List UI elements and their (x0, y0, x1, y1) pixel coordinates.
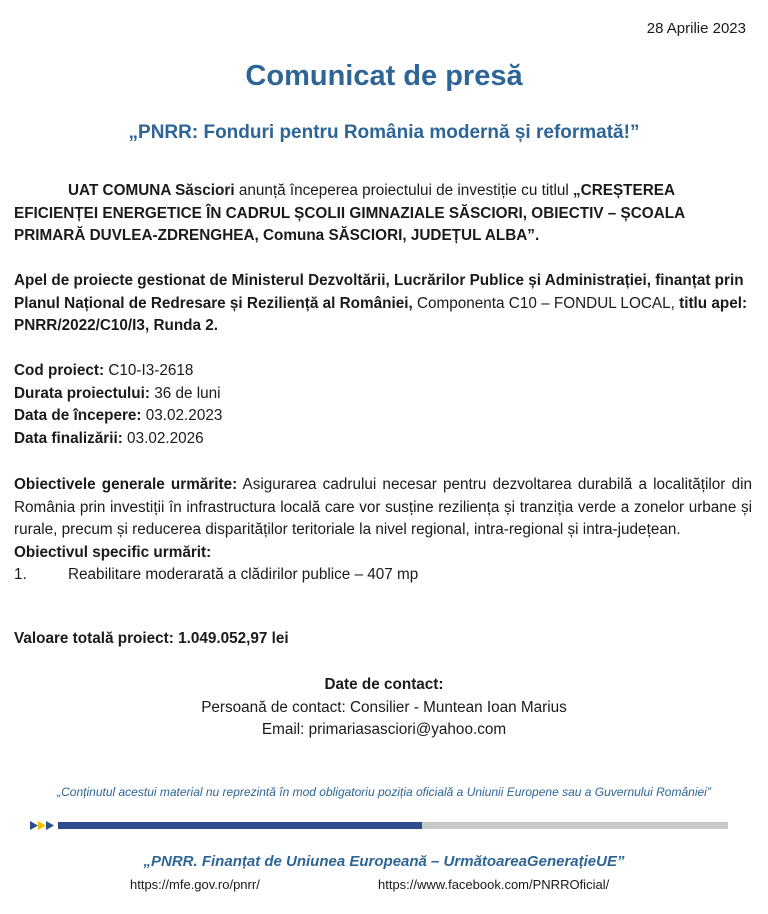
detail-value: 03.02.2023 (141, 407, 223, 424)
detail-label: Data de începere: (14, 407, 142, 424)
detail-row (14, 405, 752, 428)
detail-label: Data finalizării: (14, 429, 123, 447)
project-details (14, 360, 752, 450)
call-normal: Componenta C10 – FONDUL LOCAL, (412, 294, 680, 312)
total-value (14, 628, 752, 651)
objectives-section (14, 474, 752, 587)
detail-value: 36 de luni (149, 384, 221, 402)
contact-heading: Date de contact: (324, 676, 444, 693)
contact-section (0, 674, 768, 742)
list-number: 1. (14, 566, 27, 583)
page-title: Comunicat de presă (245, 60, 523, 92)
general-objectives-label: Obiectivele generale urmărite: (14, 476, 238, 493)
contact-email: Email: primariasasciori@yahoo.com (261, 721, 507, 738)
intro-text: anunță începerea proiectului de investiție cu titlul (234, 182, 574, 199)
footer-divider-bar (30, 822, 728, 829)
facebook-link[interactable]: https://www.facebook.com/PNRROficial/ (378, 877, 610, 892)
list-text: Reabilitare moderarată a clădirilor publice – 407 mp (68, 566, 419, 583)
call-bold: Apel de proiecte gestionat de Ministerul Dezvoltării, Lucrărilor Publice și Administrației, finanțat prin Planul Național de Redresare și Reziliență al României, (14, 272, 744, 312)
detail-value: C10-I3-2618 (104, 362, 194, 379)
detail-label: Durata proiectului: (14, 384, 150, 402)
call-title: titlu apel: PNRR/2022/C10/I3, Runda 2. (14, 294, 748, 334)
document-date: 28 Aprilie 2023 (646, 20, 746, 37)
light-bar-segment (422, 822, 728, 829)
call-paragraph (14, 270, 752, 338)
detail-row (14, 360, 752, 383)
detail-row (14, 428, 752, 451)
detail-value: 03.02.2026 (122, 429, 204, 447)
mfe-link[interactable]: https://mfe.gov.ro/pnrr/ (130, 877, 260, 892)
list-item (14, 564, 752, 587)
specific-objective-heading: Obiectivul specific urmărit: (14, 543, 212, 561)
specific-objective-label (14, 542, 752, 565)
entity-name: UAT COMUNA Săsciori (68, 182, 235, 199)
detail-label: Cod proiect: (14, 362, 105, 379)
project-title: „CREȘTEREA EFICIENȚEI ENERGETICE ÎN CADRUL ȘCOLII GIMNAZIALE SĂSCIORI, OBIECTIV – ȘCOALA PRIMARĂ DUVLEA-ZDRENGHEA, Comuna SĂSCIORI, JUDEȚUL ALBA”. (14, 182, 685, 244)
total-value-label: Valoare totală proiect: 1.049.052,97 lei (14, 630, 289, 647)
arrow-icon (30, 821, 58, 830)
detail-row (14, 383, 752, 406)
contact-person: Persoană de contact: Consilier - Muntean Ioan Marius (201, 698, 567, 716)
intro-paragraph (14, 180, 752, 248)
disclaimer: „Conținutul acestui material nu reprezintă în mod obligatoriu poziția oficială a Uniunii Europene sau a Guvernului României” (57, 785, 711, 799)
general-objectives-text: Asigurarea cadrului necesar pentru dezvoltarea durabilă a localităților din România prin investiții în infrastructura locală care vor susține reziliența și tranziția verde a zonelor urbane și rurale, precum și reducerea disparităților teritoriale la nivel regional, intra-regional și intra-județean. (14, 476, 752, 538)
general-objectives (14, 474, 752, 542)
dark-bar-segment (58, 822, 422, 829)
page-subtitle: „PNRR: Fonduri pentru România modernă și reformată!” (128, 122, 640, 143)
footer-tagline: „PNRR. Finanțat de Uniunea Europeană – UrmătoareaGenerațieUE” (143, 853, 625, 870)
